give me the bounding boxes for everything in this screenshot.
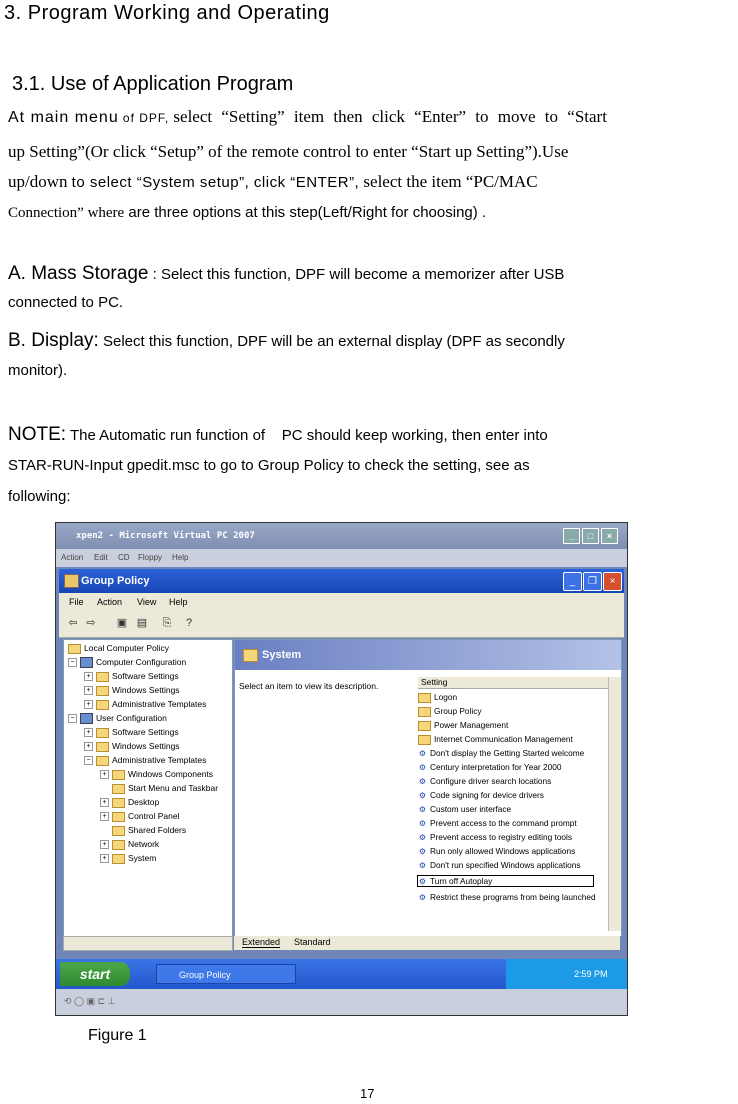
note-line-1 <box>8 424 548 446</box>
option-b-label: B. Display: <box>8 330 99 351</box>
policy-icon: ⚙ <box>418 833 427 843</box>
policy-icon: ⚙ <box>418 763 427 773</box>
list-item[interactable]: ⚙ Custom user interface <box>418 804 512 815</box>
intro-text: select the item “PC/MAC <box>363 172 538 191</box>
intro-text: of DPF, <box>122 111 170 125</box>
policy-tree <box>63 639 233 937</box>
group-policy-icon <box>64 574 79 588</box>
folder-icon <box>243 649 258 662</box>
option-a-label: A. Mass Storage <box>8 263 149 284</box>
vpc-menu-edit[interactable]: Edit <box>94 553 108 562</box>
option-a-text: : Select this function, DPF will become a memorizer after USB <box>152 266 565 283</box>
tree-item[interactable]: + Control Panel <box>100 811 180 822</box>
tree-item[interactable]: − User Configuration <box>68 713 167 724</box>
export-icon[interactable]: ⎘ <box>162 617 172 629</box>
tree-item[interactable]: + Software Settings <box>84 727 179 738</box>
intro-line-4 <box>8 204 486 222</box>
back-icon[interactable]: ⇦ <box>68 617 78 629</box>
menu-view[interactable]: View <box>137 597 157 607</box>
taskbar <box>56 959 627 989</box>
note-line-3: following: <box>8 488 71 505</box>
tree-item[interactable]: + Administrative Templates <box>84 699 206 710</box>
intro-text: At main menu <box>8 109 119 126</box>
intro-line-3 <box>8 172 538 192</box>
policy-icon: ⚙ <box>418 877 427 887</box>
option-b-line-2: monitor). <box>8 362 68 379</box>
policy-icon: ⚙ <box>418 805 427 815</box>
list-item-selected[interactable]: ⚙ Turn off Autoplay <box>418 876 593 886</box>
note-line-2: STAR-RUN-Input gpedit.msc to go to Group Policy to check the setting, see as <box>8 457 530 474</box>
policy-icon: ⚙ <box>418 777 427 787</box>
vertical-scrollbar[interactable] <box>608 677 621 931</box>
column-header-setting[interactable]: Setting <box>418 677 610 689</box>
tree-item[interactable]: + Software Settings <box>84 671 179 682</box>
option-a-line-1 <box>8 263 564 285</box>
menu-action[interactable]: Action <box>97 597 123 607</box>
tree-item[interactable]: + Windows Settings <box>84 685 180 696</box>
horizontal-scrollbar[interactable] <box>63 936 233 951</box>
tree-item[interactable]: − Computer Configuration <box>68 657 186 668</box>
list-item[interactable]: ⚙ Restrict these programs from being launched <box>418 892 596 903</box>
gp-menu-bar <box>59 593 624 611</box>
list-item[interactable]: ⚙ Prevent access to the command prompt <box>418 818 577 829</box>
group-policy-screenshot <box>55 522 628 1016</box>
list-item[interactable]: ⚙ Don't display the Getting Started welcome <box>418 748 585 759</box>
list-item[interactable]: ⚙ Don't run specified Windows applications <box>418 860 581 871</box>
system-tray <box>506 959 627 989</box>
intro-text: up/down <box>8 172 68 191</box>
subsection-title: 3.1. Use of Application Program <box>12 73 294 95</box>
list-item[interactable]: ⚙ Run only allowed Windows applications <box>418 846 576 857</box>
policy-icon: ⚙ <box>418 791 427 801</box>
option-b-text: Select this function, DPF will be an external display (DPF as secondly <box>102 333 565 350</box>
option-a-line-2: connected to PC. <box>8 294 124 311</box>
policy-icon: ⚙ <box>418 893 427 903</box>
tree-item[interactable]: + Windows Components <box>100 769 213 780</box>
list-item[interactable]: Group Policy <box>418 706 603 717</box>
policy-icon: ⚙ <box>418 847 427 857</box>
list-item[interactable]: ⚙ Code signing for device drivers <box>418 790 544 801</box>
figure-caption: Figure 1 <box>88 1027 147 1044</box>
vpc-menu-action[interactable]: Action <box>61 553 84 562</box>
note-text: The Automatic run function of PC should keep working, then enter into <box>69 427 548 444</box>
vpc-title-bar <box>56 523 627 549</box>
restore-icon[interactable]: ❐ <box>583 572 602 591</box>
vpc-menu-floppy[interactable]: Floppy <box>138 553 163 562</box>
gp-title: Group Policy <box>81 575 150 587</box>
tree-item[interactable]: Start Menu and Taskbar <box>112 783 218 794</box>
list-item[interactable]: Logon <box>418 692 603 703</box>
tab-extended[interactable]: Extended <box>242 937 281 947</box>
start-button[interactable]: start <box>60 962 130 986</box>
list-item[interactable]: Internet Communication Management <box>418 734 603 745</box>
intro-line-2: up Setting”(Or click “Setup” of the remote control to enter “Start up Setting”).Use <box>8 142 569 161</box>
tree-item[interactable]: + Desktop <box>100 797 159 808</box>
menu-help[interactable]: Help <box>169 597 188 607</box>
section-title: 3. Program Working and Operating <box>4 2 330 24</box>
tree-item[interactable]: Shared Folders <box>112 825 186 836</box>
vpc-menu-cd[interactable]: CD <box>118 553 130 562</box>
intro-text: to select “System setup”, click “ENTER”, <box>71 174 360 191</box>
minimize-icon[interactable]: _ <box>563 572 582 591</box>
page-number: 17 <box>360 1086 375 1101</box>
policy-icon: ⚙ <box>418 861 427 871</box>
policy-icon: ⚙ <box>418 749 427 759</box>
vpc-menu-help[interactable]: Help <box>172 553 189 562</box>
tree-item[interactable]: Local Computer Policy <box>68 643 169 654</box>
view-tabs <box>234 936 620 950</box>
vpc-menu-bar <box>56 549 627 567</box>
menu-file[interactable]: File <box>69 597 84 607</box>
maximize-icon[interactable]: □ <box>582 528 599 544</box>
pane-title: System <box>262 649 302 661</box>
tree-item[interactable]: + Windows Settings <box>84 741 180 752</box>
toolbar <box>59 611 624 638</box>
intro-line-1 <box>8 107 607 127</box>
device-icons: ⟲ ◯ ▣ ⊏ ⊥ <box>64 996 116 1006</box>
list-item[interactable]: ⚙ Configure driver search locations <box>418 776 552 787</box>
clock: 2:59 PM <box>574 969 608 979</box>
vpc-status-bar <box>56 989 627 1015</box>
list-item[interactable]: ⚙ Century interpretation for Year 2000 <box>418 762 562 773</box>
pane-header <box>235 640 621 670</box>
forward-icon[interactable]: ⇨ <box>86 617 96 629</box>
taskbar-group-policy[interactable]: Group Policy <box>156 964 296 984</box>
tree-item[interactable]: − Administrative Templates <box>84 755 206 766</box>
description-text: Select an item to view its description. <box>239 681 379 691</box>
intro-text: are three options at this step(Left/Right for choosing) . <box>128 204 487 221</box>
tree-item[interactable]: + System <box>100 853 156 864</box>
intro-text: select “Setting” item then click “Enter” to move to “Start <box>173 107 607 126</box>
note-label: NOTE: <box>8 424 67 445</box>
intro-text: Connection” where <box>8 205 125 221</box>
minimize-icon[interactable]: _ <box>563 528 580 544</box>
close-icon[interactable]: × <box>603 572 622 591</box>
show-tree-icon[interactable]: ▤ <box>136 617 148 629</box>
tab-standard[interactable]: Standard <box>294 937 331 947</box>
help-icon[interactable]: ? <box>185 617 193 629</box>
option-b-line-1 <box>8 330 565 352</box>
vpc-title: xpen2 - Microsoft Virtual PC 2007 <box>76 531 255 541</box>
close-icon[interactable]: × <box>601 528 618 544</box>
tree-item[interactable]: + Network <box>100 839 159 850</box>
policy-icon: ⚙ <box>418 819 427 829</box>
details-pane <box>234 639 622 937</box>
list-item[interactable]: ⚙ Prevent access to registry editing tools <box>418 832 573 843</box>
up-folder-icon[interactable]: ▣ <box>116 617 128 629</box>
list-item[interactable]: Power Management <box>418 720 603 731</box>
gp-title-bar <box>59 569 624 593</box>
